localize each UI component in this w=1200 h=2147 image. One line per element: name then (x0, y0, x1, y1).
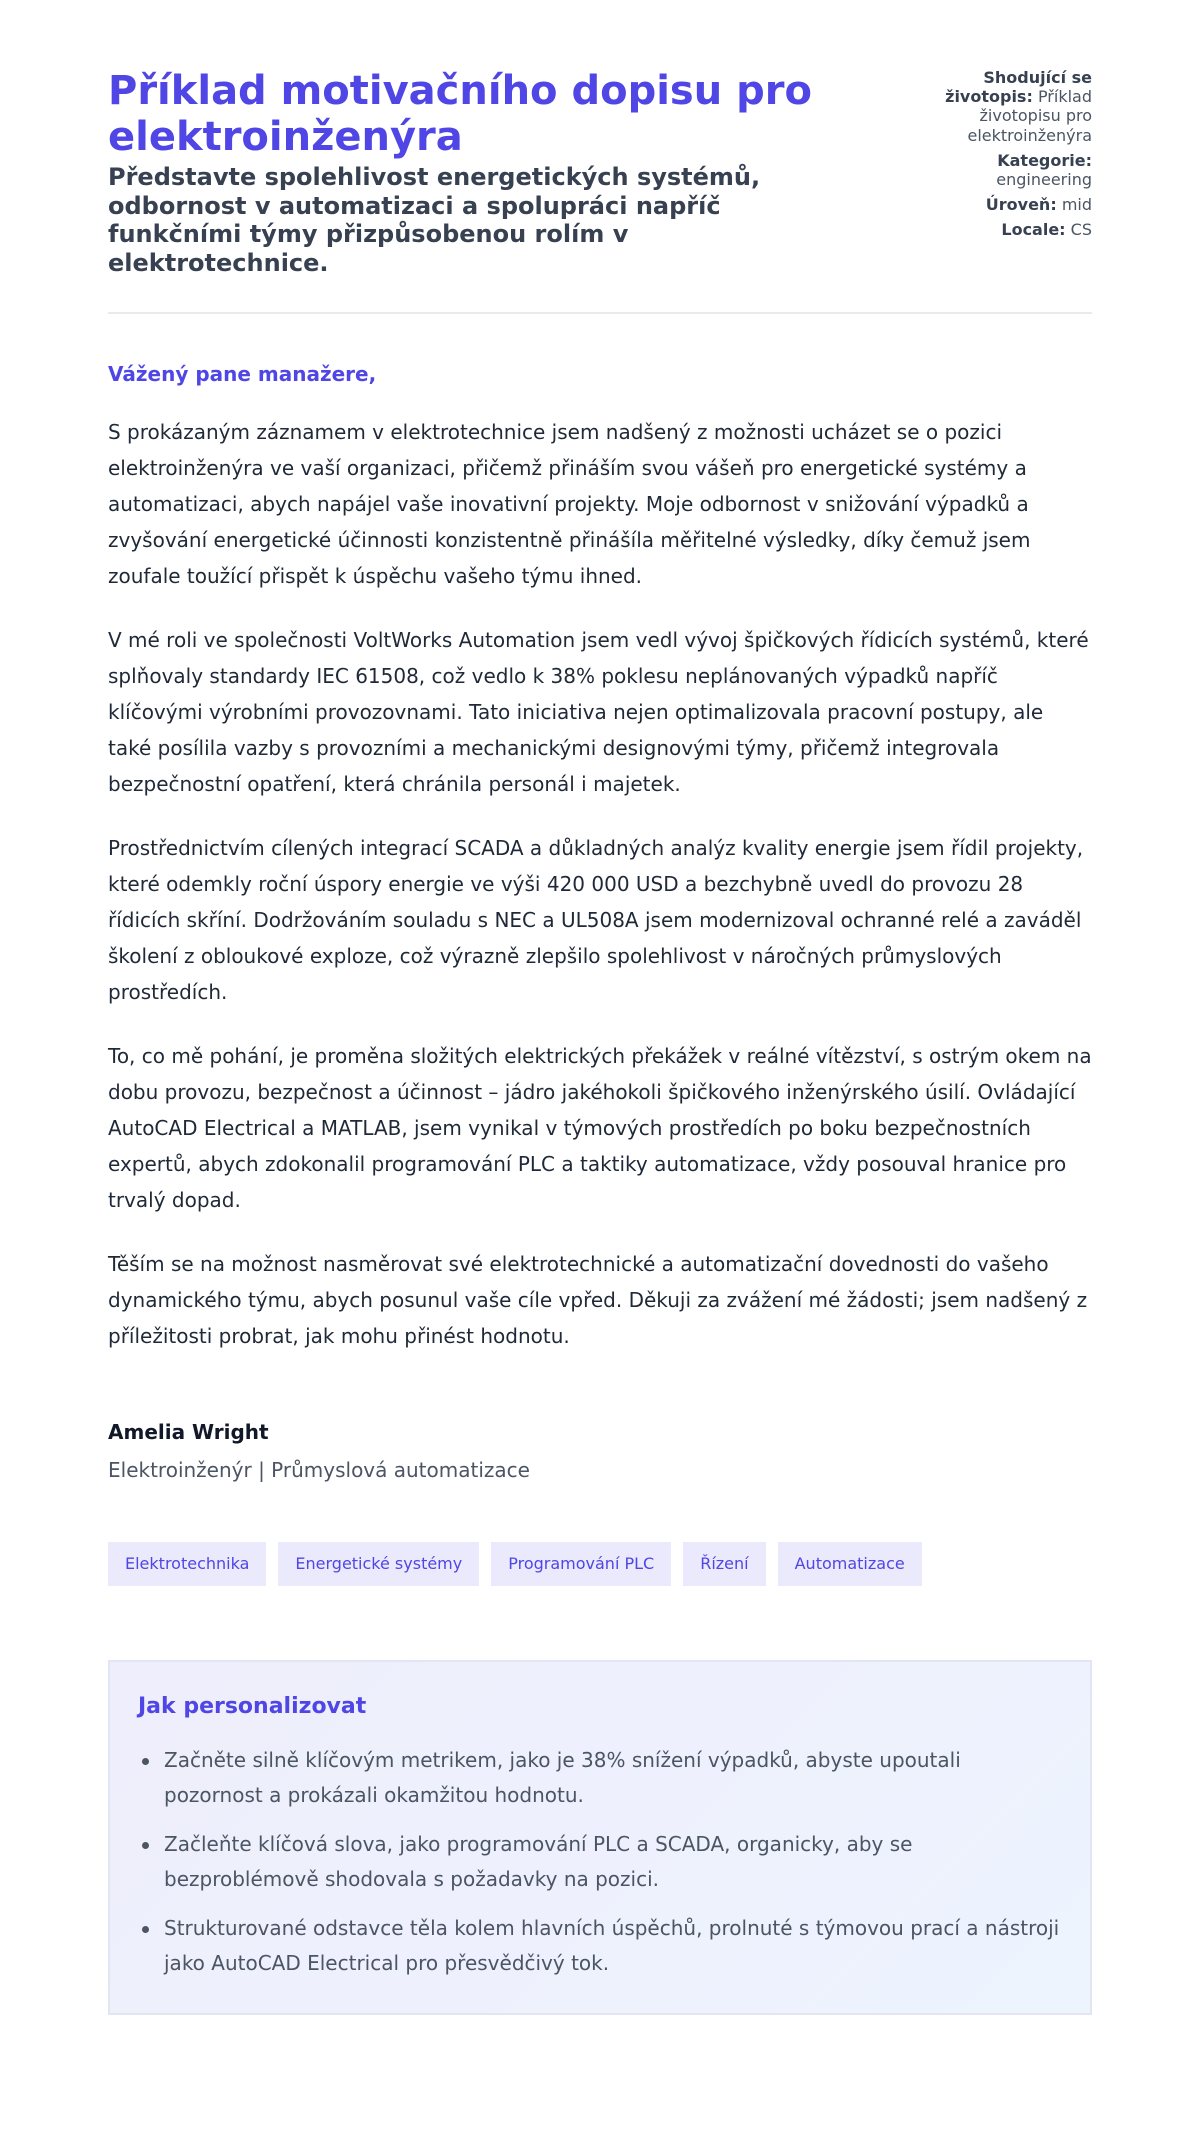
signature-title: Elektroinženýr | Průmyslová automatizace (108, 1457, 530, 1482)
tips-list-item (138, 1911, 1062, 1981)
tips-list-item (138, 1743, 1062, 1813)
bullet-icon (142, 1842, 149, 1849)
meta-label: Kategorie: (997, 150, 1092, 170)
signature-name: Amelia Wright (108, 1419, 269, 1444)
page-title: Příklad motivačního dopisu pro elektroinženýra (108, 68, 812, 161)
meta-label: Shodující se životopis: (945, 68, 1092, 107)
bullet-icon (142, 1926, 149, 1933)
meta-value: engineering (996, 169, 1092, 189)
letter-paragraph: To, co mě pohání, je proměna složitých elektrických překážek v reálné vítězství, s ostrým okem na dobu provozu, bezpečnost a účinnost – jádro jakéhokoli špičkového inženýrského úsilí. Ovládající AutoCAD Electrical a MATLAB, jsem vynikal v týmových prostředích po boku bezpečnostních expertů, abych zdokonalil programování PLC a taktiky automatizace, vždy posouval hranice pro trvalý dopad. (108, 1043, 1092, 1212)
meta-category (922, 151, 1092, 189)
tag-chip: Elektrotechnika (108, 1542, 266, 1586)
tag-chip: Programování PLC (491, 1542, 671, 1586)
page-subtitle: Představte spolehlivost energetických systémů, odbornost v automatizaci a spolupráci napříč funkčními týmy přizpůsobenou rolím v elektrotechnice. (108, 162, 761, 278)
tips-item-text: Strukturované odstavce těla kolem hlavních úspěchů, prolnuté s týmovou prací a nástroji jako AutoCAD Electrical pro přesvědčivý tok. (164, 1915, 1060, 1975)
tag-chip: Řízení (683, 1542, 765, 1586)
tips-item-text: Začněte silně klíčovým metrikem, jako je 38% snížení výpadků, abyste upoutali pozornost a prokázali okamžitou hodnotu. (164, 1747, 961, 1807)
tag-chip: Automatizace (778, 1542, 922, 1586)
letter-paragraph: V mé roli ve společnosti VoltWorks Automation jsem vedl vývoj špičkových řídicích systémů, které splňovaly standardy IEC 61508, což vedlo k 38% poklesu neplánovaných výpadků napříč klíčovými výrobními provozovnami. Tato iniciativa nejen optimalizovala pracovní postupy, ale také posílila vazby s provozními a mechanickými designovými týmy, přičemž integrovala bezpečnostní opatření, která chránila personál i majetek. (108, 627, 1089, 796)
meta-level (922, 195, 1092, 214)
keyword-tags (108, 1542, 1092, 1586)
meta-matching-resume (922, 68, 1092, 145)
meta-value: CS (1070, 220, 1092, 240)
letter-paragraph: Prostřednictvím cílených integrací SCADA a důkladných analýz kvality energie jsem řídil projekty, které odemkly roční úspory energie ve výši 420 000 USD a bezchybně uvedl do provozu 28 řídicích skříní. Dodržováním souladu s NEC a UL508A jsem modernizoval ochranné relé a zaváděl školení z obloukové exploze, což výrazně zlepšilo spolehlivost v náročných průmyslových prostředích. (108, 835, 1084, 1004)
letter-body (108, 362, 1092, 1482)
letter-paragraph: Těším se na možnost nasměrovat své elektrotechnické a automatizační dovednosti do vašeho dynamického týmu, abych posunul vaše cíle vpřed. Děkuji za zvážení mé žádosti; jsem nadšený z příležitosti probrat, jak mohu přinést hodnotu. (108, 1251, 1088, 1348)
personalization-tips-box (108, 1660, 1092, 2015)
bullet-icon (142, 1758, 149, 1765)
meta-label: Locale: (1001, 220, 1066, 240)
metadata-panel (922, 68, 1092, 246)
meta-value: mid (1061, 195, 1092, 215)
signature-block (108, 1420, 1092, 1482)
letter-greeting: Vážený pane manažere, (108, 361, 377, 386)
tips-title: Jak personalizovat (138, 1693, 367, 1719)
letter-paragraph: S prokázaným záznamem v elektrotechnice jsem nadšený z možnosti ucházet se o pozici elektroinženýra ve vaší organizaci, přičemž přináším svou vášeň pro energetické systémy a automatizaci, abych napájel vaše inovativní projekty. Moje odbornost v snižování výpadků a zvyšování energetické účinnosti konzistentně přinášíla měřitelné výsledky, díky čemuž jsem zoufale toužící přispět k úspěchu vašeho týmu ihned. (108, 419, 1031, 588)
tips-list-item (138, 1827, 1062, 1897)
tag-chip: Energetické systémy (278, 1542, 479, 1586)
meta-locale (922, 220, 1092, 239)
meta-value: Příklad životopisu pro elektroinženýra (967, 87, 1092, 145)
tips-list (138, 1743, 1062, 1981)
header-titles (108, 68, 828, 278)
tips-item-text: Začleňte klíčová slova, jako programování PLC a SCADA, organicky, aby se bezproblémově shodovala s požadavky na pozici. (164, 1831, 913, 1891)
page-header (108, 68, 1092, 314)
meta-label: Úroveň: (985, 195, 1057, 215)
